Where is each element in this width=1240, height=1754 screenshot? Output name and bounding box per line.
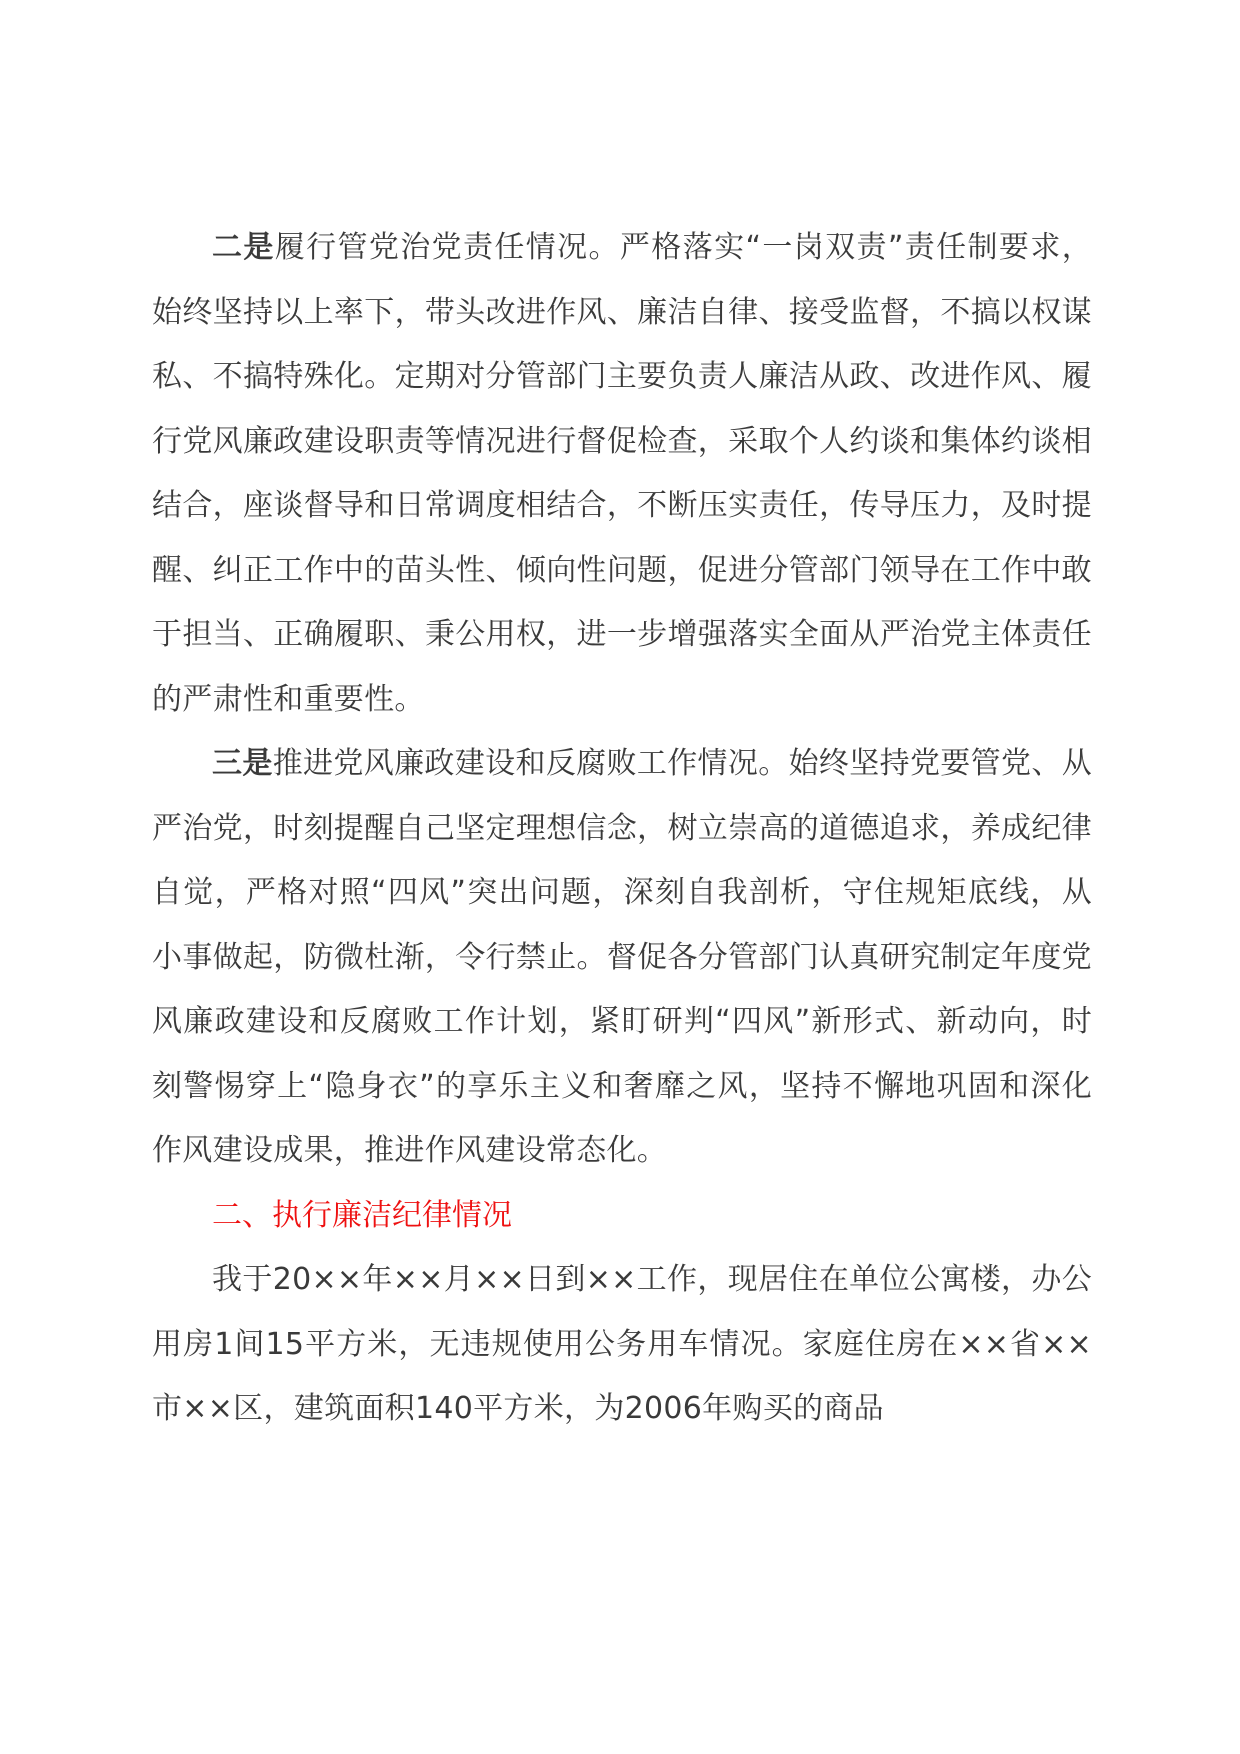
paragraph-text: 我于20××年××月××日到××工作，现居住在单位公寓楼，办公用房1间15平方米，无违规使用公务用车情况。家庭住房在××省××市××区，建筑面积140平方米，为2006年购买的商品 <box>152 1262 1092 1426</box>
document-page <box>152 216 1092 1442</box>
paragraph-discipline-details <box>152 1248 1092 1442</box>
paragraph-text: 履行管党治党责任情况。严格落实“一岗双责”责任制要求，始终坚持以上率下，带头改进作风、廉洁自律、接受监督，不搞以权谋私、不搞特殊化。定期对分管部门主要负责人廉洁从政、改进作风、履行党风廉政建设职责等情况进行督促检查，采取个人约谈和集体约谈相结合，座谈督导和日常调度相结合，不断压实责任，传导压力，及时提醒、纠正工作中的苗头性、倾向性问题，促进分管部门领导在工作中敢于担当、正确履职、秉公用权，进一步增强落实全面从严治党主体责任的严肃性和重要性。 <box>152 230 1092 717</box>
paragraph-performing-party-governance <box>152 216 1092 732</box>
paragraph-lead: 三是 <box>212 746 273 781</box>
paragraph-lead: 二是 <box>212 230 275 265</box>
section-heading: 二、执行廉洁纪律情况 <box>212 1197 512 1233</box>
paragraph-text: 推进党风廉政建设和反腐败工作情况。始终坚持党要管党、从严治党，时刻提醒自己坚定理想信念，树立崇高的道德追求，养成纪律自觉，严格对照“四风”突出问题，深刻自我剖析，守住规矩底线，从小事做起，防微杜渐，令行禁止。督促各分管部门认真研究制定年度党风廉政建设和反腐败工作计划，紧盯研判“四风”新形式、新动向，时刻警惕穿上“隐身衣”的享乐主义和奢靡之风，坚持不懈地巩固和深化作风建设成果，推进作风建设常态化。 <box>152 746 1092 1168</box>
paragraph-anti-corruption-work <box>152 732 1092 1184</box>
